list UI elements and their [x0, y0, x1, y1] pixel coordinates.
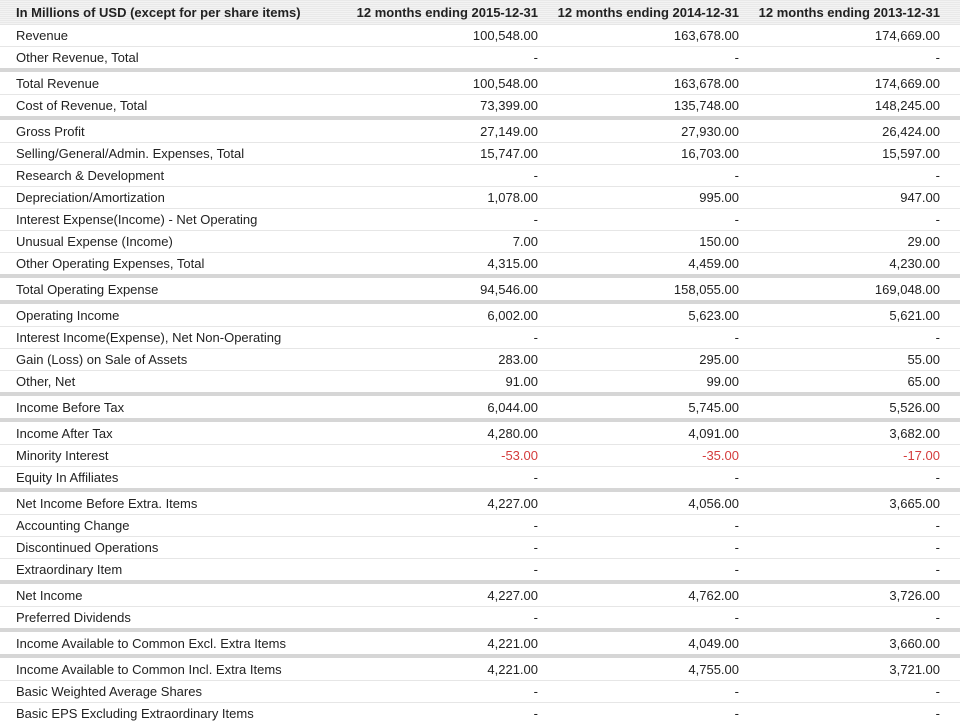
header-col-2014[interactable]: 12 months ending 2014-12-31 — [557, 4, 739, 20]
cell-2014: 295.00 — [699, 352, 739, 367]
table-row — [0, 116, 960, 142]
cell-2015: - — [533, 470, 538, 485]
table-row — [0, 68, 960, 94]
cell-2013: - — [935, 540, 940, 555]
header-label: In Millions of USD (except for per share items) — [16, 4, 301, 20]
table-row — [0, 274, 960, 300]
row-label: Unusual Expense (Income) — [16, 234, 173, 249]
cell-2015: 6,044.00 — [487, 399, 538, 415]
cell-2013: 4,230.00 — [889, 256, 940, 271]
table-row — [0, 558, 960, 580]
table-row — [0, 466, 960, 488]
cell-2013: 3,726.00 — [889, 587, 940, 603]
cell-2015: 27,149.00 — [480, 123, 538, 139]
cell-2014: 135,748.00 — [673, 98, 739, 113]
table-row — [0, 230, 960, 252]
row-label: Other Operating Expenses, Total — [16, 256, 205, 271]
row-label: Revenue — [16, 28, 69, 43]
cell-2013: - — [935, 518, 940, 533]
row-label: Minority Interest — [16, 448, 109, 463]
cell-2014: 4,056.00 — [688, 495, 739, 511]
cell-2013: - — [935, 470, 940, 485]
cell-2015: 7.00 — [512, 234, 538, 249]
cell-2015: 100,548.00 — [472, 28, 538, 43]
cell-2014: 16,703.00 — [681, 146, 739, 161]
row-label: Net Income Before Extra. Items — [16, 495, 198, 511]
cell-2014: - — [734, 168, 739, 183]
row-label: Preferred Dividends — [16, 610, 131, 625]
cell-2014: - — [734, 470, 739, 485]
row-label: Equity In Affiliates — [16, 470, 119, 485]
row-label: Cost of Revenue, Total — [16, 98, 148, 113]
row-label: Accounting Change — [16, 518, 130, 533]
cell-2014: - — [734, 610, 739, 625]
cell-2013: 169,048.00 — [874, 281, 940, 297]
row-label: Total Operating Expense — [16, 281, 159, 297]
table-row — [0, 142, 960, 164]
cell-2014: - — [734, 330, 739, 345]
cell-2013: - — [935, 610, 940, 625]
cell-2014: 4,755.00 — [688, 661, 739, 677]
cell-2013: 55.00 — [907, 352, 940, 367]
row-label: Other, Net — [16, 374, 76, 389]
cell-2015: - — [533, 540, 538, 555]
cell-2015: - — [533, 168, 538, 183]
table-row — [0, 186, 960, 208]
row-label: Income Available to Common Excl. Extra Items — [16, 635, 286, 651]
table-row — [0, 606, 960, 628]
cell-2014: - — [734, 50, 739, 65]
table-row — [0, 300, 960, 326]
row-label: Discontinued Operations — [16, 540, 159, 555]
row-label: Interest Expense(Income) - Net Operating — [16, 212, 258, 227]
cell-2013: 65.00 — [907, 374, 940, 389]
row-label: Income Available to Common Incl. Extra Items — [16, 661, 282, 677]
cell-2015: -53.00 — [501, 448, 538, 463]
cell-2013: 148,245.00 — [874, 98, 940, 113]
cell-2013: 5,526.00 — [889, 399, 940, 415]
cell-2013: 3,665.00 — [889, 495, 940, 511]
table-row — [0, 164, 960, 186]
table-row — [0, 514, 960, 536]
table-row — [0, 348, 960, 370]
cell-2015: 4,221.00 — [487, 635, 538, 651]
row-label: Basic Weighted Average Shares — [16, 684, 202, 699]
cell-2013: - — [935, 50, 940, 65]
cell-2014: 150.00 — [699, 234, 739, 249]
cell-2013: - — [935, 168, 940, 183]
cell-2013: 174,669.00 — [874, 75, 940, 91]
row-label: Extraordinary Item — [16, 562, 123, 577]
table-body — [0, 24, 960, 724]
cell-2015: 94,546.00 — [480, 281, 538, 297]
cell-2013: - — [935, 562, 940, 577]
table-row — [0, 94, 960, 116]
cell-2013: 5,621.00 — [889, 307, 940, 323]
table-row — [0, 326, 960, 348]
cell-2015: 100,548.00 — [472, 75, 538, 91]
cell-2015: 4,227.00 — [487, 495, 538, 511]
cell-2015: - — [533, 330, 538, 345]
table-row — [0, 46, 960, 68]
table-row — [0, 418, 960, 444]
table-row — [0, 680, 960, 702]
row-label: Selling/General/Admin. Expenses, Total — [16, 146, 245, 161]
cell-2014: - — [734, 706, 739, 721]
cell-2015: - — [533, 684, 538, 699]
row-label: Operating Income — [16, 307, 120, 323]
row-label: Gain (Loss) on Sale of Assets — [16, 352, 188, 367]
row-label: Income Before Tax — [16, 399, 125, 415]
cell-2014: - — [734, 540, 739, 555]
row-label: Research & Development — [16, 168, 165, 183]
cell-2013: 26,424.00 — [882, 123, 940, 139]
cell-2015: - — [533, 610, 538, 625]
cell-2014: - — [734, 518, 739, 533]
table-row — [0, 702, 960, 724]
cell-2015: - — [533, 50, 538, 65]
cell-2013: 3,721.00 — [889, 661, 940, 677]
cell-2014: 158,055.00 — [673, 281, 739, 297]
cell-2013: 947.00 — [900, 190, 940, 205]
cell-2014: - — [734, 212, 739, 227]
cell-2014: -35.00 — [702, 448, 739, 463]
cell-2014: 5,745.00 — [688, 399, 739, 415]
table-row — [0, 252, 960, 274]
table-row — [0, 580, 960, 606]
cell-2015: - — [533, 706, 538, 721]
cell-2014: 4,762.00 — [688, 587, 739, 603]
cell-2014: 163,678.00 — [673, 28, 739, 43]
cell-2015: 4,280.00 — [487, 425, 538, 441]
cell-2013: 3,682.00 — [889, 425, 940, 441]
table-row — [0, 24, 960, 46]
cell-2015: 4,315.00 — [487, 256, 538, 271]
cell-2015: - — [533, 212, 538, 227]
cell-2014: 99.00 — [706, 374, 739, 389]
cell-2015: 4,227.00 — [487, 587, 538, 603]
row-label: Other Revenue, Total — [16, 50, 139, 65]
table-row — [0, 654, 960, 680]
cell-2015: - — [533, 562, 538, 577]
row-label: Net Income — [16, 587, 83, 603]
cell-2014: - — [734, 562, 739, 577]
table-row — [0, 628, 960, 654]
cell-2015: 15,747.00 — [480, 146, 538, 161]
row-label: Total Revenue — [16, 75, 100, 91]
row-label: Income After Tax — [16, 425, 113, 441]
header-col-2015[interactable]: 12 months ending 2015-12-31 — [356, 4, 538, 20]
cell-2014: - — [734, 684, 739, 699]
cell-2014: 5,623.00 — [688, 307, 739, 323]
cell-2014: 27,930.00 — [681, 123, 739, 139]
cell-2013: 29.00 — [907, 234, 940, 249]
cell-2014: 4,091.00 — [688, 425, 739, 441]
cell-2015: - — [533, 518, 538, 533]
cell-2015: 4,221.00 — [487, 661, 538, 677]
row-label: Basic EPS Excluding Extraordinary Items — [16, 706, 254, 721]
cell-2013: 15,597.00 — [882, 146, 940, 161]
cell-2014: 4,049.00 — [688, 635, 739, 651]
cell-2015: 73,399.00 — [480, 98, 538, 113]
row-label: Gross Profit — [16, 123, 85, 139]
cell-2013: - — [935, 684, 940, 699]
cell-2013: - — [935, 706, 940, 721]
table-header — [0, 0, 960, 24]
row-label: Interest Income(Expense), Net Non-Operating — [16, 330, 282, 345]
cell-2013: 3,660.00 — [889, 635, 940, 651]
cell-2014: 163,678.00 — [673, 75, 739, 91]
cell-2014: 995.00 — [699, 190, 739, 205]
row-label: Depreciation/Amortization — [16, 190, 165, 205]
cell-2015: 283.00 — [498, 352, 538, 367]
cell-2013: - — [935, 330, 940, 345]
cell-2015: 91.00 — [505, 374, 538, 389]
table-row — [0, 488, 960, 514]
table-row — [0, 370, 960, 392]
cell-2013: - — [935, 212, 940, 227]
cell-2013: 174,669.00 — [874, 28, 940, 43]
table-row — [0, 536, 960, 558]
cell-2015: 1,078.00 — [487, 190, 538, 205]
cell-2014: 4,459.00 — [688, 256, 739, 271]
table-row — [0, 392, 960, 418]
cell-2013: -17.00 — [903, 448, 940, 463]
table-row — [0, 208, 960, 230]
table-row — [0, 444, 960, 466]
cell-2015: 6,002.00 — [487, 307, 538, 323]
header-col-2013[interactable]: 12 months ending 2013-12-31 — [758, 4, 940, 20]
